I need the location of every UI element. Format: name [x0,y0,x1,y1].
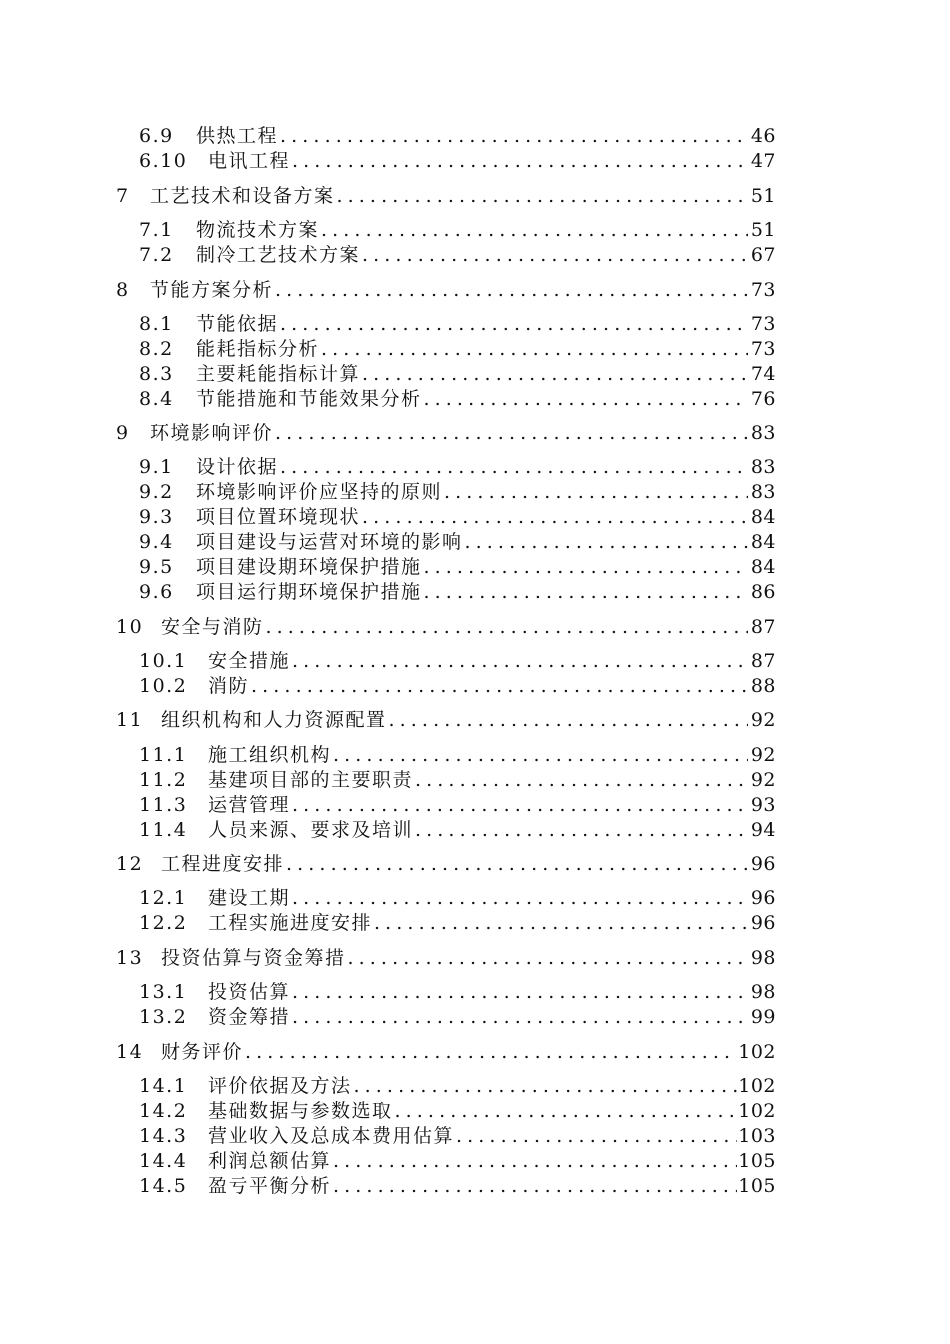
dot-leader [395,1099,737,1124]
dot-leader [389,708,749,733]
toc-entry[interactable] [0,852,950,877]
toc-entry[interactable] [0,480,950,505]
dot-leader [292,1005,748,1030]
dot-leader [337,184,749,209]
dot-leader [251,674,748,699]
toc-entry-number: 10.2 [139,675,188,697]
toc-entry-page-number: 92 [750,709,776,731]
toc-entry-title: 财务评价 [161,1041,244,1063]
toc-entry-page-number: 74 [750,363,776,385]
toc-entry-title: 项目位置环境现状 [196,506,361,528]
toc-entry-title: 供热工程 [196,125,279,147]
toc-entry[interactable] [0,362,950,387]
toc-entry-number: 13.1 [139,981,188,1003]
toc-entry-title: 投资估算 [208,981,291,1003]
toc-entry-number: 7.2 [139,244,174,266]
toc-entry[interactable] [0,980,950,1005]
toc-entry-number: 9.6 [139,581,174,603]
toc-entry-page-number: 47 [750,150,776,172]
dot-leader [333,1174,737,1199]
toc-entry-page-number: 96 [750,887,776,909]
toc-entry[interactable] [0,149,950,174]
toc-entry-page-number: 67 [750,244,776,266]
toc-entry-number: 12 [116,853,144,875]
toc-entry-title: 评价依据及方法 [208,1075,352,1097]
toc-entry[interactable] [0,387,950,412]
toc-entry-title: 电讯工程 [208,150,291,172]
toc-entry-number: 9.3 [139,506,174,528]
dot-leader [292,149,748,174]
dot-leader [333,743,748,768]
toc-entry-page-number: 105 [738,1150,776,1172]
toc-entry-number: 8.2 [139,338,174,360]
toc-entry-page-number: 84 [750,506,776,528]
dot-leader [321,337,748,362]
toc-entry-number: 14.4 [139,1150,188,1172]
dot-leader [424,580,749,605]
toc-entry-title: 节能措施和节能效果分析 [196,388,422,410]
toc-entry-number: 13 [116,947,144,969]
dot-leader [362,243,748,268]
toc-entry-page-number: 84 [750,556,776,578]
toc-entry-page-number: 51 [750,219,776,241]
toc-entry-number: 6.10 [139,150,188,172]
toc-entry-number: 14.2 [139,1100,188,1122]
dot-leader [415,818,748,843]
toc-entry[interactable] [0,337,950,362]
toc-entry-page-number: 87 [750,650,776,672]
dot-leader [275,278,748,303]
toc-entry[interactable] [0,555,950,580]
toc-entry-number: 12.1 [139,887,188,909]
toc-entry-number: 6.9 [139,125,174,147]
toc-entry-title: 节能依据 [196,313,279,335]
toc-entry-number: 8.3 [139,363,174,385]
dot-leader [292,793,748,818]
dot-leader [286,852,748,877]
toc-entry-number: 7.1 [139,219,174,241]
toc-entry-title: 利润总额估算 [208,1150,332,1172]
toc-entry[interactable] [0,312,950,337]
toc-entry-number: 9.4 [139,531,174,553]
toc-entry-page-number: 99 [750,1006,776,1028]
toc-entry-number: 8.1 [139,313,174,335]
toc-entry-title: 组织机构和人力资源配置 [161,709,387,731]
dot-leader [321,218,748,243]
dot-leader [444,480,748,505]
toc-entry-title: 安全措施 [208,650,291,672]
toc-entry-title: 安全与消防 [161,616,264,638]
toc-entry-number: 8 [116,279,130,301]
toc-entry-title: 消防 [208,675,250,697]
toc-entry[interactable] [0,124,950,149]
toc-entry-title: 投资估算与资金筹措 [161,947,346,969]
toc-entry-number: 12.2 [139,912,188,934]
toc-entry[interactable] [0,649,950,674]
dot-leader [333,1149,737,1174]
toc-entry-title: 节能方案分析 [150,279,274,301]
toc-entry-number: 11.4 [139,819,188,841]
toc-entry[interactable] [0,793,950,818]
toc-entry-title: 基础数据与参数选取 [208,1100,393,1122]
toc-entry-page-number: 88 [750,675,776,697]
toc-entry-page-number: 98 [750,947,776,969]
toc-entry-number: 14.3 [139,1125,188,1147]
toc-entry[interactable] [0,674,950,699]
toc-entry-number: 14 [116,1041,144,1063]
toc-entry-page-number: 92 [750,769,776,791]
toc-entry-title: 施工组织机构 [208,744,332,766]
toc-entry-title: 建设工期 [208,887,291,909]
dot-leader [275,421,748,446]
toc-entry[interactable] [0,768,950,793]
toc-entry-title: 主要耗能指标计算 [196,363,361,385]
toc-entry-title: 项目运行期环境保护措施 [196,581,422,603]
toc-entry-title: 资金筹措 [208,1006,291,1028]
toc-entry-number: 11.1 [139,744,188,766]
toc-entry-page-number: 51 [750,185,776,207]
toc-entry-page-number: 83 [750,422,776,444]
toc-entry-title: 能耗指标分析 [196,338,320,360]
dot-leader [292,980,748,1005]
toc-entry-number: 14.1 [139,1075,188,1097]
toc-entry-title: 环境影响评价 [150,422,274,444]
toc-entry-page-number: 98 [750,981,776,1003]
toc-entry-title: 工程实施进度安排 [208,912,373,934]
toc-entry-title: 环境影响评价应坚持的原则 [196,481,443,503]
toc-entry-page-number: 84 [750,531,776,553]
toc-entry-title: 工程进度安排 [161,853,285,875]
toc-entry-title: 项目建设与运营对环境的影响 [196,531,463,553]
dot-leader [292,886,748,911]
toc-entry[interactable] [0,708,950,733]
dot-leader [362,505,748,530]
toc-entry-page-number: 96 [750,912,776,934]
toc-entry-page-number: 102 [738,1075,776,1097]
toc-entry[interactable] [0,1099,950,1124]
toc-entry[interactable] [0,184,950,209]
toc-entry[interactable] [0,1149,950,1174]
toc-entry-number: 9 [116,422,130,444]
toc-entry-page-number: 93 [750,794,776,816]
toc-entry[interactable] [0,1040,950,1065]
toc-entry-page-number: 103 [738,1125,776,1147]
dot-leader [292,649,748,674]
toc-entry[interactable] [0,278,950,303]
toc-entry[interactable] [0,1174,950,1199]
toc-entry-number: 10.1 [139,650,188,672]
toc-entry-title: 项目建设期环境保护措施 [196,556,422,578]
toc-entry-number: 11.3 [139,794,188,816]
dot-leader [465,530,749,555]
toc-entry[interactable] [0,818,950,843]
dot-leader [424,555,749,580]
toc-entry-page-number: 94 [750,819,776,841]
toc-entry-page-number: 86 [750,581,776,603]
toc-entry[interactable] [0,218,950,243]
toc-entry-number: 11.2 [139,769,188,791]
toc-entry-page-number: 73 [750,279,776,301]
toc-entry-number: 11 [116,709,144,731]
toc-entry-page-number: 92 [750,744,776,766]
dot-leader [280,455,748,480]
toc-entry[interactable] [0,530,950,555]
toc-entry[interactable] [0,615,950,640]
toc-entry-page-number: 105 [738,1175,776,1197]
toc-entry[interactable] [0,886,950,911]
toc-entry-number: 10 [116,616,144,638]
toc-entry-title: 设计依据 [196,456,279,478]
toc-entry-number: 14.5 [139,1175,188,1197]
toc-entry-page-number: 83 [750,481,776,503]
toc-entry[interactable] [0,243,950,268]
toc-entry-title: 运营管理 [208,794,291,816]
toc-entry-page-number: 73 [750,313,776,335]
toc-entry[interactable] [0,1124,950,1149]
toc-entry-page-number: 83 [750,456,776,478]
toc-entry-page-number: 96 [750,853,776,875]
dot-leader [348,946,749,971]
toc-entry[interactable] [0,421,950,446]
toc-entry[interactable] [0,505,950,530]
toc-entry-number: 7 [116,185,130,207]
toc-entry[interactable] [0,743,950,768]
toc-entry[interactable] [0,911,950,936]
dot-leader [280,312,748,337]
toc-entry-page-number: 73 [750,338,776,360]
dot-leader [245,1040,737,1065]
dot-leader [280,124,748,149]
toc-entry-page-number: 102 [738,1100,776,1122]
toc-entry[interactable] [0,455,950,480]
dot-leader [266,615,749,640]
toc-entry-number: 13.2 [139,1006,188,1028]
toc-entry-title: 人员来源、要求及培训 [208,819,414,841]
toc-entry-title: 工艺技术和设备方案 [150,185,335,207]
toc-entry-title: 制冷工艺技术方案 [196,244,361,266]
toc-entry-number: 8.4 [139,388,174,410]
dot-leader [415,768,748,793]
toc-entry-number: 9.2 [139,481,174,503]
toc-entry-page-number: 46 [750,125,776,147]
dot-leader [374,911,748,936]
toc-entry[interactable] [0,1005,950,1030]
dot-leader [362,362,748,387]
toc-entry[interactable] [0,1074,950,1099]
toc-entry-number: 9.5 [139,556,174,578]
toc-entry-title: 营业收入及总成本费用估算 [208,1125,455,1147]
toc-entry-page-number: 87 [750,616,776,638]
toc-entry[interactable] [0,946,950,971]
dot-leader [456,1124,737,1149]
toc-entry-title: 基建项目部的主要职责 [208,769,414,791]
toc-entry-title: 盈亏平衡分析 [208,1175,332,1197]
dot-leader [354,1074,737,1099]
toc-entry-number: 9.1 [139,456,174,478]
dot-leader [424,387,749,412]
toc-entry-title: 物流技术方案 [196,219,320,241]
toc-entry-page-number: 76 [750,388,776,410]
toc-entry-page-number: 102 [738,1041,776,1063]
toc-entry[interactable] [0,580,950,605]
